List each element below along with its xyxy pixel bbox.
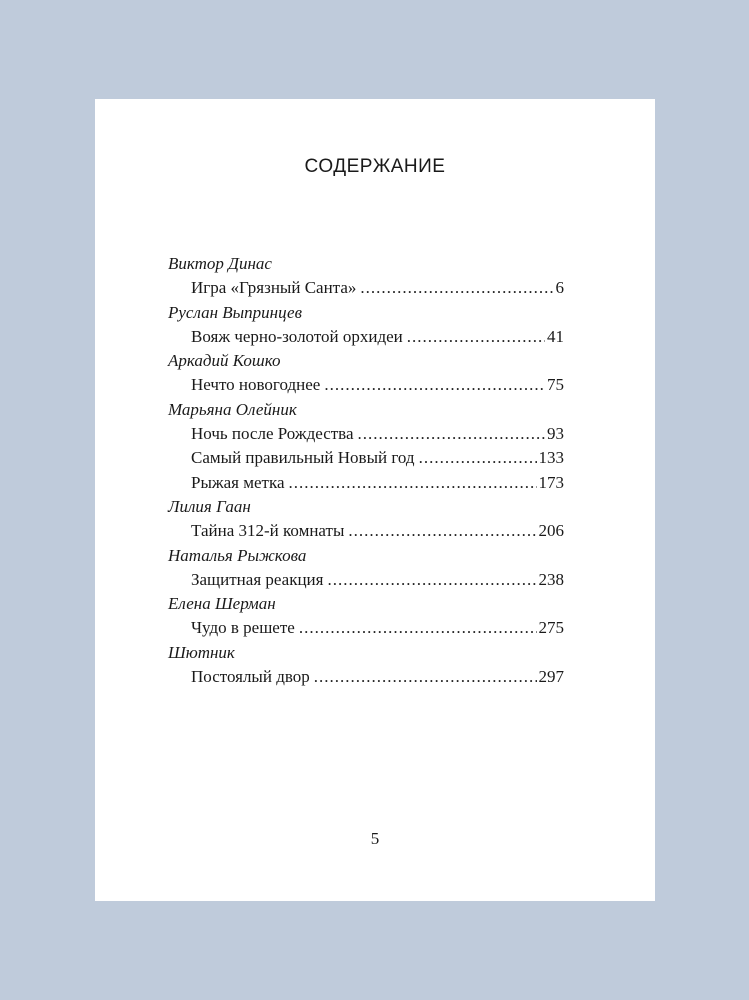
toc-entry	[191, 665, 564, 689]
toc-entry-title: Ночь после Рождества	[191, 424, 354, 444]
toc-entry-page: 206	[538, 521, 564, 541]
toc-entry-page: 6	[555, 278, 564, 298]
dot-leader	[324, 373, 545, 397]
toc-entry-page: 297	[538, 667, 564, 687]
toc-entry-title: Самый правильный Новый год	[191, 448, 415, 468]
contents-title: СОДЕРЖАНИЕ	[304, 156, 446, 177]
toc-entry	[191, 568, 564, 592]
toc-author: Елена Шерман	[168, 594, 276, 614]
table-of-contents	[168, 252, 564, 689]
dot-leader	[327, 568, 536, 592]
toc-entry-page: 41	[547, 326, 564, 346]
toc-author: Марьяна Олейник	[168, 399, 297, 419]
toc-entry-page: 238	[538, 569, 564, 589]
toc-entry-title: Рыжая метка	[191, 472, 285, 492]
toc-entry-page: 93	[547, 424, 564, 444]
toc-entry-page: 133	[538, 448, 564, 468]
dot-leader	[348, 519, 536, 543]
dot-leader	[289, 471, 537, 495]
toc-entry-title: Игра «Грязный Санта»	[191, 278, 357, 298]
toc-author: Наталья Рыжкова	[168, 545, 307, 565]
toc-entry-page: 75	[547, 375, 564, 395]
dot-leader	[407, 325, 545, 349]
toc-entry-title: Вояж черно-золотой орхидеи	[191, 326, 403, 346]
toc-entry-title: Нечто новогоднее	[191, 375, 321, 395]
dot-leader	[360, 276, 553, 300]
toc-author: Лилия Гаан	[168, 496, 251, 516]
toc-entry-title: Защитная реакция	[191, 569, 324, 589]
toc-entry	[191, 519, 564, 543]
toc-entry	[191, 276, 564, 300]
dot-leader	[419, 446, 537, 470]
toc-entry	[191, 616, 564, 640]
toc-entry-page: 173	[538, 472, 564, 492]
toc-entry-title: Постоялый двор	[191, 667, 310, 687]
dot-leader	[299, 616, 537, 640]
toc-author: Аркадий Кошко	[168, 351, 281, 371]
toc-entry	[191, 373, 564, 397]
book-page	[95, 99, 655, 901]
dot-leader	[314, 665, 537, 689]
page-number: 5	[370, 829, 380, 848]
toc-entry	[191, 422, 564, 446]
toc-author: Руслан Выпринцев	[168, 302, 302, 322]
toc-entry	[191, 446, 564, 470]
toc-author: Шютник	[168, 642, 235, 662]
toc-entry-title: Чудо в решете	[191, 618, 295, 638]
toc-author: Виктор Динас	[168, 254, 272, 273]
toc-entry-title: Тайна 312-й комнаты	[191, 521, 345, 541]
toc-entry	[191, 325, 564, 349]
dot-leader	[358, 422, 545, 446]
toc-entry	[191, 471, 564, 495]
toc-entry-page: 275	[538, 618, 564, 638]
